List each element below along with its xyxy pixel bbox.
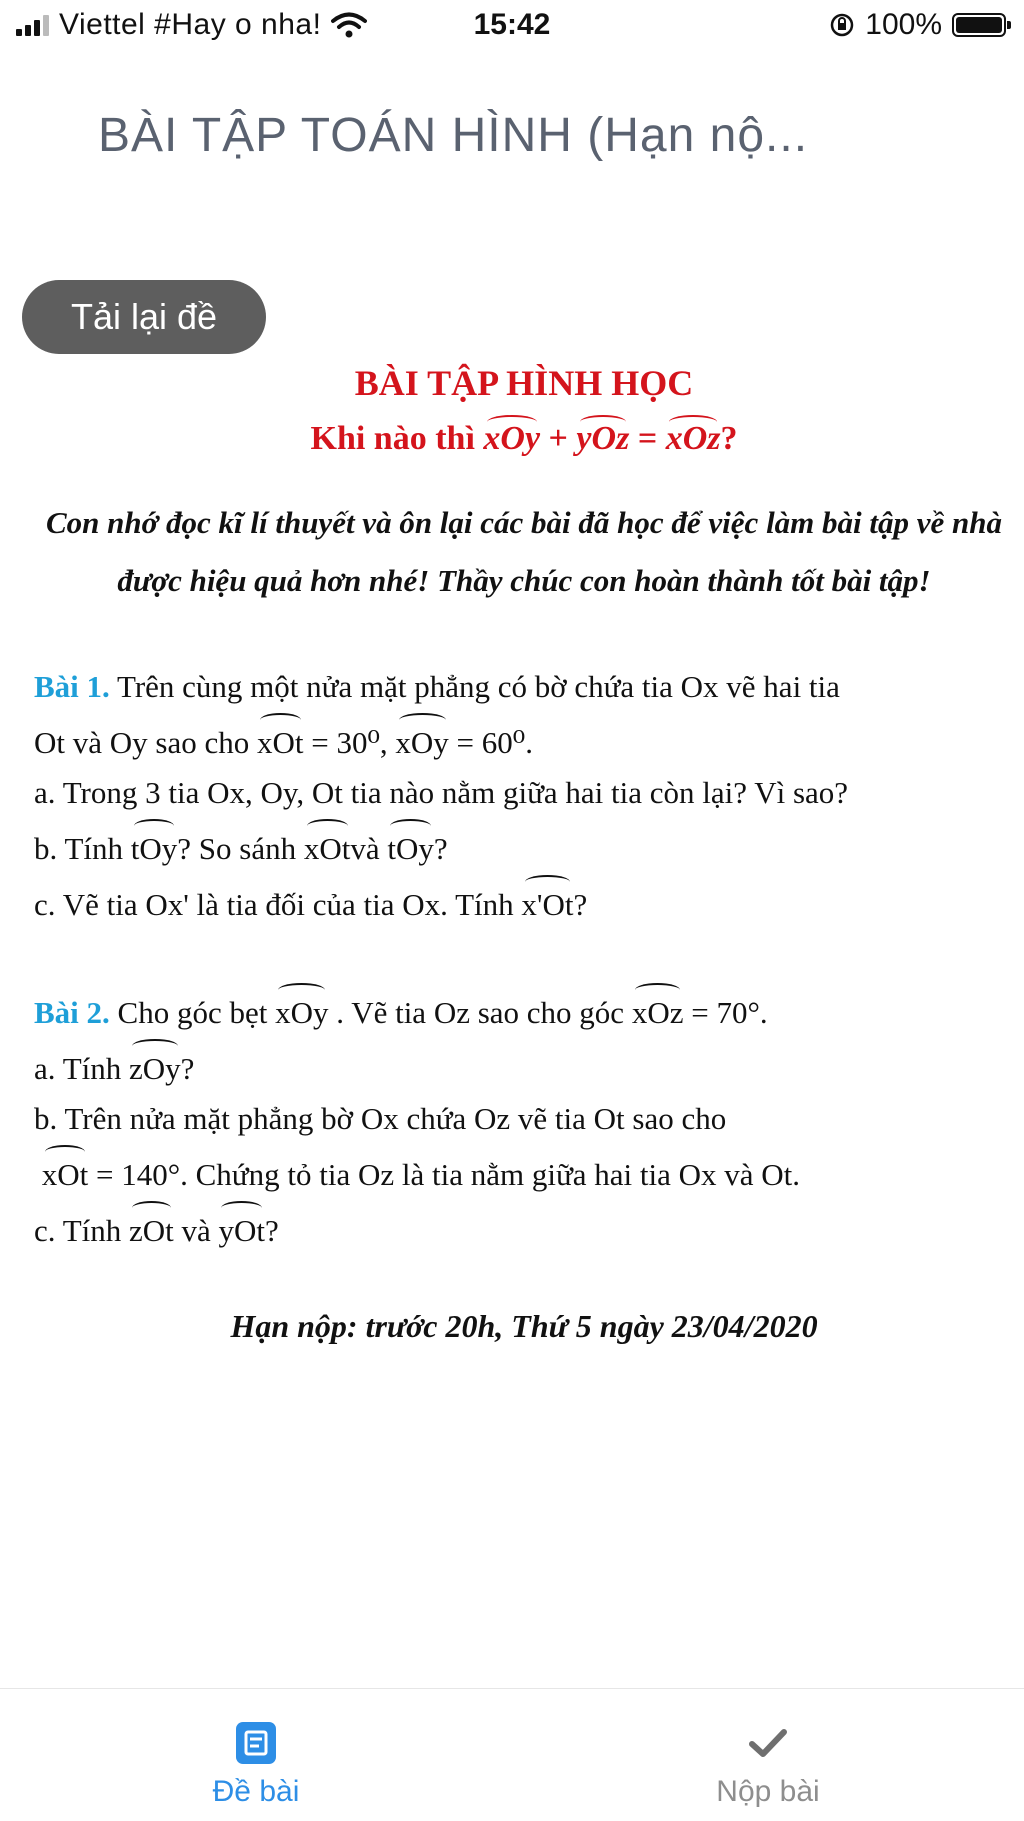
part-c-mid: và [173,1213,219,1248]
part-b-mid2: và [350,831,388,866]
angle-xot: xOt [42,1144,89,1200]
problem-2-end: = 70°. [683,995,768,1030]
angle-zot: zOt [129,1200,174,1256]
angle-toy: tOy [131,818,178,874]
angle-xoz: xOz [666,414,721,458]
angle-xoy: xOy [395,712,448,768]
problem-1-label: Bài 1. [34,669,110,704]
problem-1-line-2-mid: = 30⁰, [303,725,396,760]
document-subtitle [34,414,1014,458]
intro-paragraph: Con nhớ đọc kĩ lí thuyết và ôn lại các bài đã học để việc làm bài tập về nhà được hiệu quả hơn nhé! Thầy chúc con hoàn thành tốt bài tập! [45,505,1003,598]
carrier-name: Viettel #Hay o nha! [59,8,322,41]
angle-x-prime-ot: x'Ot [521,874,573,930]
battery-percent: 100% [865,8,942,41]
problem-2-part-b-line-1: b. Trên nửa mặt phẳng bờ Ox chứa Oz vẽ tia Ot sao cho [34,1101,727,1136]
status-bar [0,0,1024,52]
reload-assignment-button[interactable]: Tải lại đề [22,280,266,354]
part-c-pre: c. Vẽ tia Ox' là tia đối của tia Ox. Tính [34,887,522,922]
problem-1-line-1 [34,662,1014,712]
subtitle-prefix: Khi nào thì [310,420,484,457]
assignment-document [34,362,1014,1345]
angle-zoy: zOy [129,1038,181,1094]
part-b-pre: b. Tính [34,831,131,866]
tab-de-bai-label: Đề bài [212,1775,300,1808]
angle-xoy: xOy [483,414,540,458]
subtitle-question: ? [720,420,738,457]
problem-1-part-a: a. Trong 3 tia Ox, Oy, Ot tia nào nằm giữa hai tia còn lại? Vì sao? [34,775,849,810]
angle-xot: xOt [257,712,304,768]
orientation-lock-icon [829,12,855,38]
problem-1-line-2-end: = 60⁰. [448,725,533,760]
part-b-end: = 140°. Chứng tỏ tia Oz là tia nằm giữa hai tia Ox và Ot. [88,1157,801,1192]
problem-2 [34,982,1014,1256]
angle-xoz: xOz [632,982,684,1038]
deadline-text: Hạn nộp: trước 20h, Thứ 5 ngày 23/04/2020 [230,1308,818,1344]
part-a-end: ? [180,1051,195,1086]
subtitle-eq: = [629,420,666,457]
subtitle-plus: + [540,420,577,457]
problem-1-line-2 [34,712,1014,768]
problem-1-line-2-pre: Ot và Oy sao cho [34,725,257,760]
angle-yot: yOt [219,1200,266,1256]
problem-2-part-b-line-2 [34,1144,1014,1200]
tab-bar [0,1688,1024,1821]
problem-1 [34,662,1014,930]
document-title: BÀI TẬP HÌNH HỌC [354,363,694,403]
battery-fill [956,17,1002,33]
angle-toy: tOy [387,818,434,874]
problem-2-part-c [34,1200,1014,1256]
problem-2-mid: . Vẽ tia Oz sao cho góc [328,995,632,1030]
battery-icon [952,13,1006,37]
tab-de-bai[interactable] [136,1689,376,1821]
problem-1-text: Trên cùng một nửa mặt phẳng có bờ chứa tia Ox vẽ hai tia [109,669,840,704]
page-title: BÀI TẬP TOÁN HÌNH (Hạn nộ... [98,109,809,162]
problem-1-part-c [34,874,1014,930]
tab-nop-bai[interactable] [648,1689,888,1821]
part-c-end: ? [265,1213,279,1248]
part-a-pre: a. Tính [34,1051,129,1086]
tab-nop-bai-label: Nộp bài [716,1775,820,1808]
part-b-mid: ? So sánh [177,831,304,866]
angle-xoy: xOy [275,982,328,1038]
checkmark-icon [748,1719,788,1767]
status-right [829,8,1006,42]
problem-2-pre: Cho góc bẹt [109,995,276,1030]
part-c-end: ? [573,887,588,922]
angle-xot: xOt [304,818,351,874]
part-c-pre: c. Tính [34,1213,129,1248]
problem-2-label: Bài 2. [34,995,110,1030]
angle-yoz: yOz [576,414,629,458]
status-time: 15:42 [473,8,551,41]
part-b-end: ? [433,831,448,866]
problem-1-part-b [34,818,1014,874]
problem-2-line-1 [34,982,1014,1038]
document-icon [235,1719,277,1767]
problem-2-part-a [34,1038,1014,1094]
